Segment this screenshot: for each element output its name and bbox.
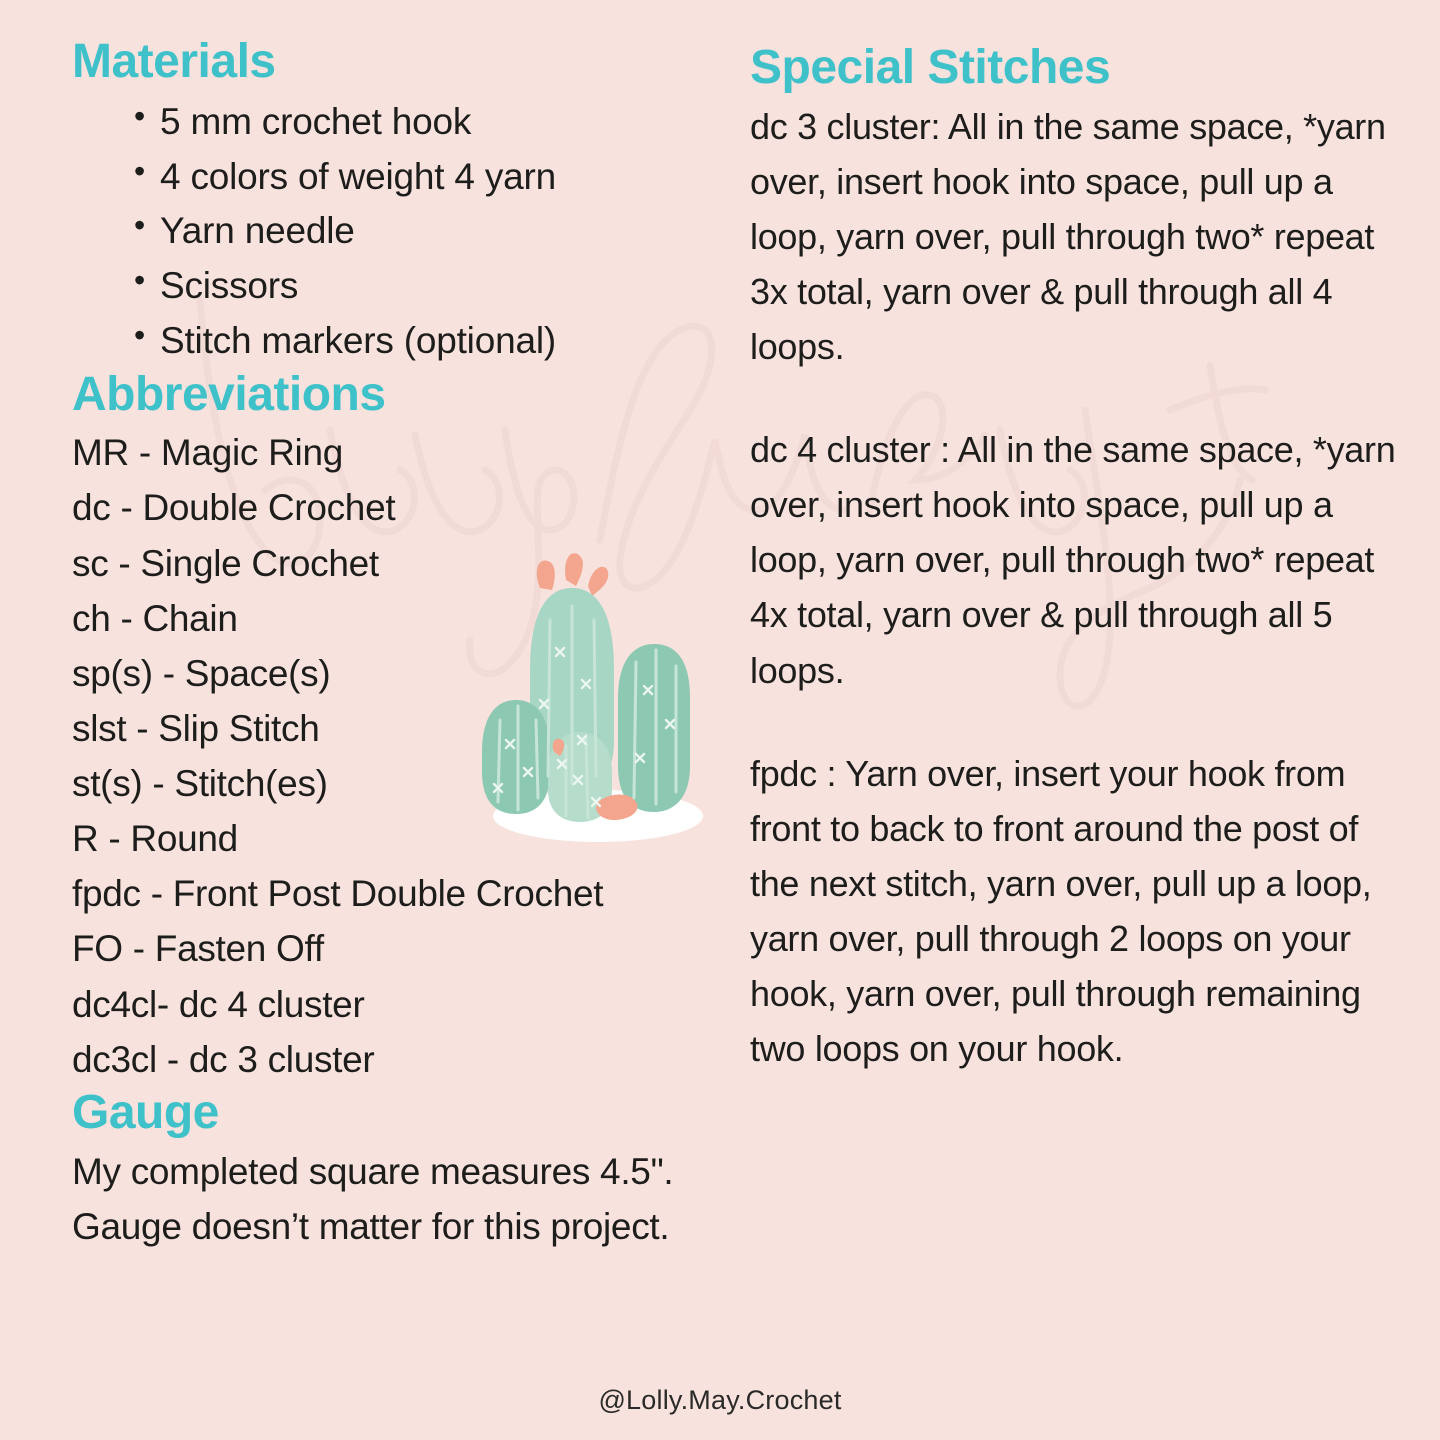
list-item: dc - Double Crochet xyxy=(72,487,396,529)
list-item: ch - Chain xyxy=(72,597,238,639)
list-item: • Scissors xyxy=(134,259,730,314)
list-item: • Yarn needle xyxy=(134,204,730,259)
list-item: MR - Magic Ring xyxy=(72,432,343,474)
list-item: R - Round xyxy=(72,818,238,860)
list-item: dc4cl- dc 4 cluster xyxy=(72,983,365,1025)
list-item: sc - Single Crochet xyxy=(72,542,379,584)
materials-heading: Materials xyxy=(72,35,276,88)
special-stitches-heading: Special Stitches xyxy=(750,41,1111,94)
list-item: fpdc - Front Post Double Crochet xyxy=(72,873,604,915)
special-stitch-dc3cl: dc 3 cluster: All in the same space, *yarn over, insert hook into space, pull up a loop, yarn over, pull through two* repeat 3x total, yarn over & pull through all 4 loops. xyxy=(750,105,1386,368)
special-stitch-dc4cl: dc 4 cluster : All in the same space, *yarn over, insert hook into space, pull up a loop, yarn over, pull through two* repeat 4x total, yarn over & pull through all 5 loops. xyxy=(750,429,1396,691)
left-column xyxy=(40,36,730,1440)
materials-list xyxy=(72,95,730,369)
special-stitch-fpdc: fpdc : Yarn over, insert your hook from front to back to front around the post of the next stitch, yarn over, pull up a loop, yarn over, pull through 2 loops on your hook, yarn over, pull through remaining two loops on your hook. xyxy=(750,752,1372,1069)
abbreviations-list xyxy=(72,425,730,1087)
list-item: • 4 colors of weight 4 yarn xyxy=(134,150,730,205)
list-item: st(s) - Stitch(es) xyxy=(72,763,328,805)
list-item: • Stitch markers (optional) xyxy=(134,314,730,369)
gauge-heading: Gauge xyxy=(72,1085,219,1139)
list-item: • 5 mm crochet hook xyxy=(134,95,730,150)
list-item: FO - Fasten Off xyxy=(72,928,324,970)
gauge-text: My completed square measures 4.5". Gauge doesn’t matter for this project. xyxy=(72,1150,674,1247)
list-item: sp(s) - Space(s) xyxy=(72,652,331,694)
account-handle: @Lolly.May.Crochet xyxy=(598,1385,842,1415)
list-item: dc3cl - dc 3 cluster xyxy=(72,1038,375,1080)
right-column xyxy=(730,36,1400,1440)
list-item: slst - Slip Stitch xyxy=(72,707,320,749)
abbreviations-heading: Abbreviations xyxy=(72,367,386,421)
